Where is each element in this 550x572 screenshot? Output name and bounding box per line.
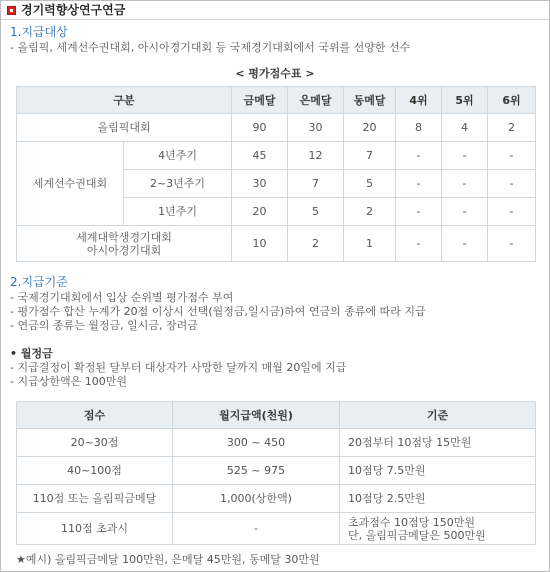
basis-cell <box>340 513 536 545</box>
cell: - <box>488 226 536 262</box>
cell: 10 <box>232 226 288 262</box>
header-bronze: 동메달 <box>344 87 396 114</box>
table-row <box>17 513 536 545</box>
cell: - <box>488 198 536 226</box>
cell: - <box>396 170 442 198</box>
basis-cell: 10점당 2.5만원 <box>340 485 536 513</box>
table-row <box>17 226 536 262</box>
criteria-line-2: - 평가점수 합산 누계가 20점 이상시 선택(월정금,일시금)하여 연금의 종류에 따라 지급 <box>10 305 426 318</box>
cell: - <box>488 142 536 170</box>
section2-heading: 2.지급기준 <box>10 275 68 289</box>
score-table <box>16 86 536 262</box>
score-table-caption: < 평가점수표 > <box>235 67 315 80</box>
cell: - <box>442 170 488 198</box>
cell: 30 <box>288 114 344 142</box>
cell: 4 <box>442 114 488 142</box>
table-row <box>17 485 536 513</box>
header-5th: 5위 <box>442 87 488 114</box>
cell: 20 <box>344 114 396 142</box>
amount-cell: 525 ~ 975 <box>173 457 340 485</box>
cell: 30 <box>232 170 288 198</box>
basis-cell: 10점당 7.5만원 <box>340 457 536 485</box>
row-label-line2: 아시아경기대회 <box>86 243 162 257</box>
cell: - <box>442 198 488 226</box>
amount-cell: 300 ~ 450 <box>173 429 340 457</box>
row-label: 올림픽대회 <box>17 114 232 142</box>
cell: 8 <box>396 114 442 142</box>
section1-desc: - 올림픽, 세계선수권대회, 아시아경기대회 등 국제경기대회에서 국위를 선양한 선수 <box>10 41 411 54</box>
cell: 5 <box>344 170 396 198</box>
basis-line2: 단, 올림픽금메달은 500만원 <box>348 528 486 542</box>
sub-label: 4년주기 <box>124 142 232 170</box>
cell: 5 <box>288 198 344 226</box>
cell: 7 <box>344 142 396 170</box>
cell: - <box>488 170 536 198</box>
cell: 7 <box>288 170 344 198</box>
criteria-line-1: - 국제경기대회에서 입상 순위별 평가점수 부여 <box>10 291 234 304</box>
table-row <box>17 429 536 457</box>
amount-cell: 1,000(상한액) <box>173 485 340 513</box>
table-row <box>17 142 536 170</box>
example-note: ★예시) 올림픽금메달 100만원, 은메달 45만원, 동메달 30만원 <box>16 553 320 566</box>
score-cell: 110점 초과시 <box>17 513 173 545</box>
cell: - <box>442 142 488 170</box>
sub-label: 2~3년주기 <box>124 170 232 198</box>
score-cell: 40~100점 <box>17 457 173 485</box>
cell: 12 <box>288 142 344 170</box>
cell: - <box>396 142 442 170</box>
sub-label: 1년주기 <box>124 198 232 226</box>
cell: - <box>396 198 442 226</box>
header-amount: 월지급액(천원) <box>173 402 340 429</box>
pay-table <box>16 401 536 545</box>
score-cell: 110점 또는 올림픽금메달 <box>17 485 173 513</box>
score-cell: 20~30점 <box>17 429 173 457</box>
row-label <box>17 226 232 262</box>
cell: - <box>396 226 442 262</box>
cell: 90 <box>232 114 288 142</box>
title-square-icon <box>7 6 16 15</box>
header-gold: 금메달 <box>232 87 288 114</box>
header-silver: 은메달 <box>288 87 344 114</box>
header-score: 점수 <box>17 402 173 429</box>
table-row <box>17 457 536 485</box>
monthly-heading: • 월정금 <box>10 347 53 360</box>
section1-heading: 1.지급대상 <box>10 25 68 39</box>
monthly-line-1: - 지급결정이 확정된 달부터 대상자가 사망한 달까지 매월 20일에 지급 <box>10 361 347 374</box>
cell: 20 <box>232 198 288 226</box>
amount-cell: - <box>173 513 340 545</box>
monthly-line-2: - 지급상한액은 100만원 <box>10 375 127 388</box>
row-label-line1: 세계대학생경기대회 <box>76 230 172 244</box>
criteria-line-3: - 연금의 종류는 월정금, 일시금, 장려금 <box>10 319 198 332</box>
page-title: 경기력향상연구연금 <box>21 3 126 17</box>
row-label: 세계선수권대회 <box>17 142 124 226</box>
title-bar <box>1 1 549 20</box>
cell: 45 <box>232 142 288 170</box>
header-4th: 4위 <box>396 87 442 114</box>
header-basis: 기준 <box>340 402 536 429</box>
cell: 2 <box>288 226 344 262</box>
cell: 2 <box>344 198 396 226</box>
cell: 2 <box>488 114 536 142</box>
basis-line1: 초과점수 10점당 150만원 <box>348 515 475 529</box>
basis-cell: 20점부터 10점당 15만원 <box>340 429 536 457</box>
header-6th: 6위 <box>488 87 536 114</box>
cell: - <box>442 226 488 262</box>
header-category: 구분 <box>17 87 232 114</box>
table-row <box>17 114 536 142</box>
cell: 1 <box>344 226 396 262</box>
